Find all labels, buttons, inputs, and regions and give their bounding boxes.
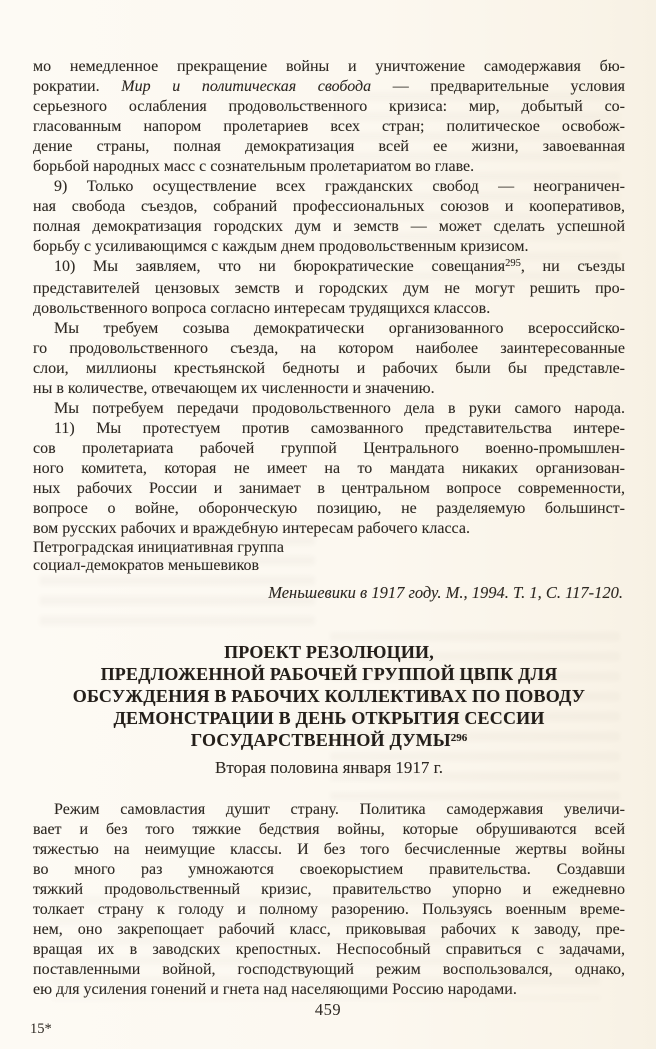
text-segment: вопросе о войне, оборонческую позицию, не разделяемую большинст- [33, 500, 625, 517]
text-line [33, 519, 625, 539]
text-line [33, 399, 625, 419]
text-segment: мо немедленное прекращение войны и уничтожение самодержавия бю- [33, 58, 625, 75]
text-segment: ПРЕДЛОЖЕННОЙ РАБОЧЕЙ ГРУППОЙ ЦВПК ДЛЯ [100, 664, 558, 684]
footnote-reference: 296 [450, 732, 468, 744]
text-line [33, 177, 625, 197]
text-line [33, 157, 625, 177]
document-heading [33, 641, 625, 754]
paragraph [33, 399, 625, 419]
text-segment: ОБСУЖДЕНИЯ В РАБОЧИХ КОЛЛЕКТИВАХ ПО ПОВОДУ [72, 686, 586, 706]
text-line [33, 97, 625, 117]
text-segment: ею для усиления гонений и гнета над населяющими Россию народами. [33, 981, 517, 998]
text-segment: Режим самовластия душит страну. Политика самодержавия увеличи- [54, 801, 625, 818]
text-segment: гласованным напором пролетариев всех стран; политическое освобож- [33, 118, 625, 135]
date-line [33, 756, 625, 780]
text-segment: полная демократизация городских дум и земств — может сделать успешной [33, 218, 625, 235]
text-segment: ны в количестве, отвечающем их численности и значению. [33, 380, 435, 397]
text-segment: тяжкий продовольственный кризис, правительство упорно и ежедневно [33, 881, 625, 898]
text-line [33, 960, 625, 980]
text-segment: вом русских рабочих и враждебную интересам рабочего класса. [33, 520, 470, 537]
text-line [33, 299, 625, 319]
text-segment: слои, миллионы крестьянской бедноты и рабочих были бы представле- [33, 360, 625, 377]
text-line [33, 641, 625, 663]
text-segment: ная свобода съездов, собраний профессиональных союзов и кооперативов, [33, 198, 625, 215]
text-line [33, 479, 625, 499]
text-line [33, 279, 625, 299]
text-line [33, 499, 625, 519]
text-segment: поставленными войной, господствующий режим воспользовался, однако, [33, 961, 625, 978]
text-line [33, 77, 625, 97]
text-segment: Мир и политическая свобода [121, 78, 372, 95]
text-line [33, 729, 625, 754]
text-segment: социал-демократов меньшевиков [33, 557, 260, 574]
text-segment: дение страны, полная демократизация всей ее жизни, завоеванная [33, 138, 625, 155]
text-line [33, 920, 625, 940]
text-segment: го продовольственного съезда, на котором наиболее заинтересованные [33, 340, 625, 357]
text-segment: тяжестью на неимущие классы. И без того бесчисленные жертвы войны [33, 841, 625, 858]
footnote-reference: 295 [505, 257, 521, 269]
text-segment: вает и без того тяжкие бедствия войны, которые обрушиваются всей [33, 821, 625, 838]
text-line [33, 117, 625, 137]
text-segment: рократии. [33, 78, 122, 95]
text-segment: 11) Мы протестуем против самозванного представительства интере- [54, 420, 625, 437]
text-segment: борьбу с усиливающимся с каждым днем продовольственным кризисом. [33, 238, 529, 255]
text-segment: ДЕМОНСТРАЦИИ В ДЕНЬ ОТКРЫТИЯ СЕССИИ [113, 708, 545, 728]
text-line [33, 459, 625, 479]
text-segment: сов пролетариата рабочей группой Центрального военно-промышлен- [33, 440, 625, 457]
text-line [33, 57, 625, 77]
source-citation-line [33, 582, 625, 603]
text-line [33, 756, 625, 780]
text-line [33, 359, 625, 379]
text-segment: борьбой народных масс с сознательным пролетариатом во главе. [33, 158, 475, 175]
text-segment: ных рабочих России и занимает в центральном вопросе современности, [33, 480, 625, 497]
text-line [33, 663, 625, 685]
text-segment: ПРОЕКТ РЕЗОЛЮЦИИ, [224, 642, 434, 662]
text-line [33, 439, 625, 459]
text-line [33, 820, 625, 840]
text-segment: во много раз умножаются своекорыстием правительства. Создавши [33, 861, 625, 878]
printers-signature-mark: 15* [30, 1021, 52, 1037]
text-segment: Меньшевики в 1917 году. М., 1994. Т. 1, С. 117-120. [268, 583, 623, 602]
text-segment: Мы потребуем передачи продовольственного дела в руки самого народа. [54, 400, 625, 417]
text-segment: довольственного вопроса согласно интересам трудящихся классов. [33, 300, 491, 317]
text-line [33, 379, 625, 399]
text-line [33, 707, 625, 729]
text-line [33, 840, 625, 860]
text-segment: толкает страну к голоду и полному разорению. Пользуясь военным време- [33, 901, 625, 918]
text-line [33, 319, 625, 339]
paragraph [33, 319, 625, 399]
text-segment: , ни съезды [520, 258, 625, 275]
text-line [33, 980, 625, 1000]
text-line [33, 237, 625, 257]
text-segment: вращая их в заводских крепостных. Неспособный справиться с задачами, [33, 941, 625, 958]
page-number: 459 [314, 1000, 342, 1019]
text-line [33, 557, 625, 575]
text-segment: ного комитета, которая не имеет на то мандата никаких организован- [33, 460, 625, 477]
text-line [33, 880, 625, 900]
text-segment: ГОСУДАРСТВЕННОЙ ДУМЫ [190, 730, 451, 750]
text-line [33, 197, 625, 217]
text-segment: серьезного ослабления продовольственного кризиса: мир, добытый со- [33, 98, 625, 115]
text-line [33, 257, 625, 279]
text-segment: Вторая половина января 1917 г. [215, 758, 443, 777]
text-segment: — предварительные условия [371, 78, 626, 95]
text-line [33, 860, 625, 880]
text-line [33, 685, 625, 707]
text-segment: нем, оно закрепощает рабочий класс, приковывая рабочих к заводу, пре- [33, 921, 625, 938]
text-segment: Мы требуем созыва демократически организованного всероссийско- [54, 320, 625, 337]
signature-block [33, 539, 625, 575]
text-segment: 10) Мы заявляем, что ни бюрократические совещания [54, 258, 506, 275]
text-line [33, 217, 625, 237]
text-line [33, 940, 625, 960]
text-segment: представителей цензовых земств и городских дум не могут решить про- [33, 280, 625, 297]
text-segment: Петроградская инициативная группа [33, 539, 284, 556]
text-line [33, 900, 625, 920]
page-text-column [33, 57, 625, 1000]
text-line [33, 137, 625, 157]
text-line [33, 539, 625, 557]
paragraph [33, 57, 625, 177]
text-line [33, 339, 625, 359]
text-segment: 9) Только осуществление всех гражданских свобод — неограничен- [54, 178, 625, 195]
paragraph [33, 419, 625, 539]
paragraph [33, 177, 625, 257]
text-line [33, 800, 625, 820]
text-line [33, 582, 623, 603]
paragraph [33, 800, 625, 1000]
text-line [33, 419, 625, 439]
paragraph [33, 257, 625, 319]
